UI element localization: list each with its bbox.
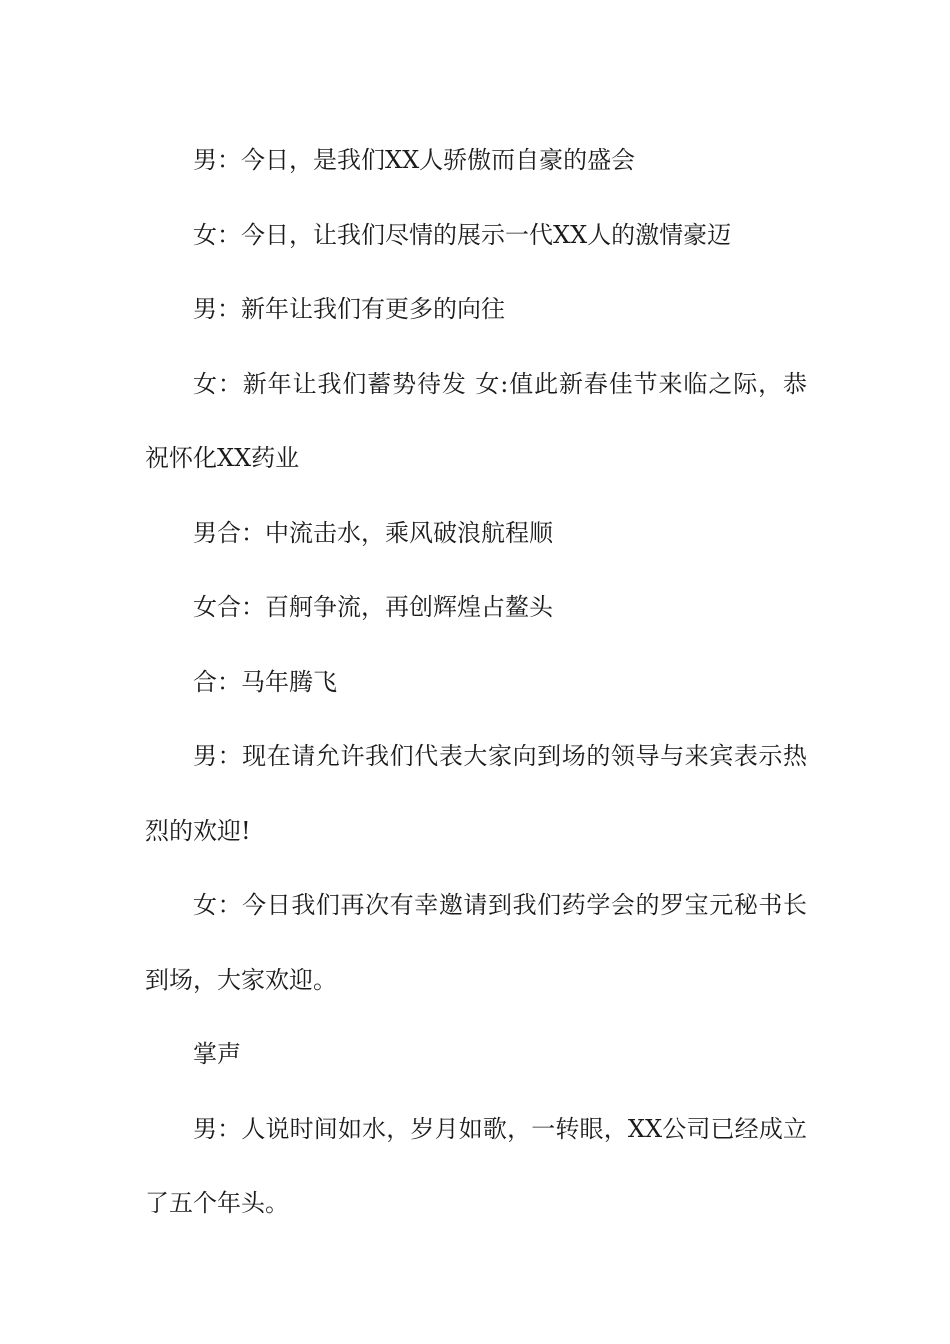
paragraph-10: 掌声 <box>193 1040 241 1068</box>
paragraph-1: 男：今日，是我们XX人骄傲而自豪的盛会 <box>193 146 636 174</box>
document-body <box>145 123 807 1241</box>
paragraph-9: 女：今日我们再次有幸邀请到我们药学会的罗宝元秘书长到场，大家欢迎。 <box>145 891 807 994</box>
paragraph-2: 女：今日，让我们尽情的展示一代XX人的激情豪迈 <box>193 220 732 249</box>
paragraph-11: 男：人说时间如水，岁月如歌，一转眼，XX公司已经成立了五个年头。 <box>145 1114 807 1217</box>
paragraph-5: 男合：中流击水，乘风破浪航程顺 <box>193 518 553 547</box>
paragraph-3: 男：新年让我们有更多的向往 <box>193 295 505 323</box>
paragraph-6: 女合：百舸争流，再创辉煌占鳌头 <box>193 593 553 621</box>
paragraph-8: 男：现在请允许我们代表大家向到场的领导与来宾表示热烈的欢迎! <box>145 742 807 845</box>
paragraph-7: 合：马年腾飞 <box>193 667 337 696</box>
paragraph-4: 女：新年让我们蓄势待发 女:值此新春佳节来临之际，恭祝怀化XX药业 <box>145 369 807 472</box>
